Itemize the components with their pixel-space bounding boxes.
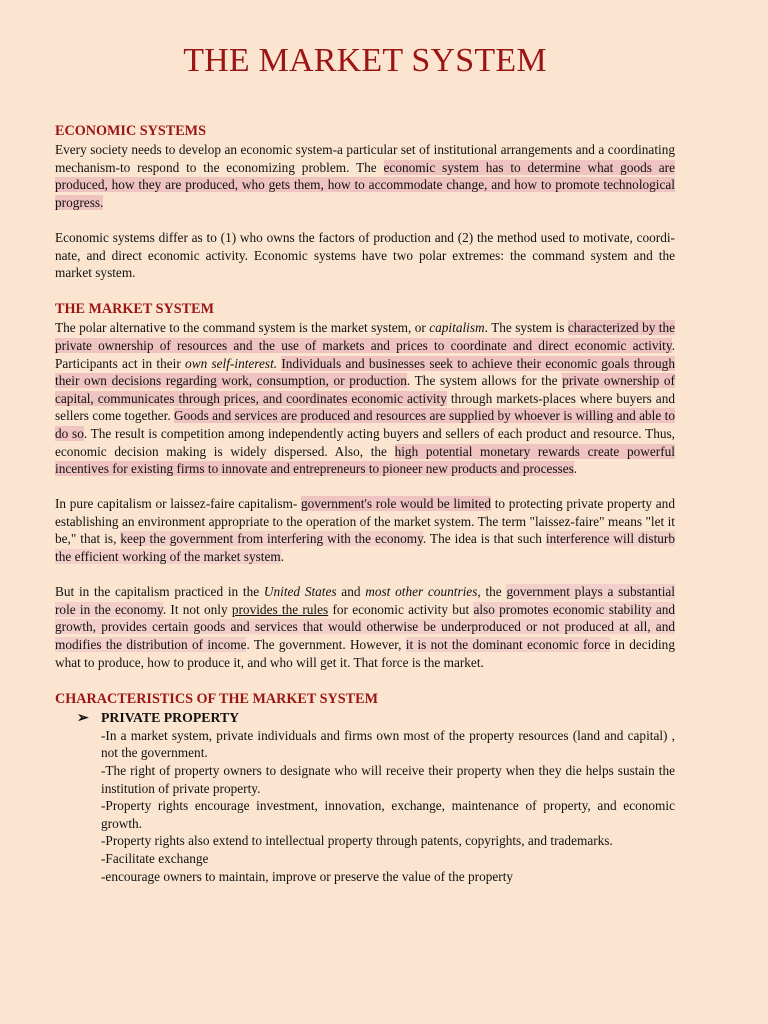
highlight: keep the government from interfering with the economy [120,531,423,547]
section-heading-economic-systems: ECONOMIC SYSTEMS [55,123,206,139]
paragraph-market-system-2 [55,495,675,565]
text-span: . The system allows for the [406,373,563,389]
highlight: it is not the dominant economic force [405,637,611,653]
detail-line: -The right of property owners to designate who will receive their property when they die helps sustain the institution of private property. [101,763,675,796]
bullet-details [55,727,675,885]
text-span: to protecting private property and establishing an environment appropriate to the operation of the market system. The term "laissez-faire" means "let it be," that is, [55,496,675,547]
paragraph-market-system-3 [55,583,675,671]
arrow-bullet-icon: ➢ [77,709,89,725]
text-span: . The result is competition among independently acting buyers and sellers of each product and resource. Thus, economic decision making is widely dispersed. Also, the [55,425,675,459]
highlight: government's role would be limited [300,496,492,512]
text-span: . The system is [484,320,568,336]
highlight: also promotes economic stability and growth, provides certain goods and services that would otherwise be underproduced or not produced at all, and modifies the distribution of income [55,601,676,653]
highlight: interference will disturb the efficient working of the market system [55,531,675,565]
detail-line: -Facilitate exchange [101,850,209,866]
text-span: Every society needs to develop an economic system-a particular set of institutional arrangements and a coordinating mechanism-to respond to the economizing problem. The [55,142,675,175]
emphasis: most other countries [365,584,478,600]
highlight: government plays a substantial role in the economy [55,584,675,617]
detail-line: -Property rights also extend to intellectual property through patents, copyrights, and trademarks. [101,833,613,849]
text-span: and [336,584,366,600]
text-span: through markets-places where buyers and sellers come together. [55,390,676,424]
emphasis: own self-interest. [185,355,278,371]
bullet-title: PRIVATE PROPERTY [101,709,240,725]
paragraph-economic-systems-1 [55,141,675,211]
text-span: . It not only [162,601,232,617]
highlight: characterized by the private ownership of resources and the use of markets and prices to coordinate and direct economic activity [55,320,676,353]
text-span: In pure capitalism or laissez-faire capitalism- [55,496,301,512]
detail-line: -Property rights encourage investment, innovation, exchange, maintenance of property, and economic growth. [101,798,675,831]
underline: provides the rules [231,601,329,617]
section-heading-characteristics: CHARACTERISTICS OF THE MARKET SYSTEM [55,690,378,707]
text-span: . The idea is that such [422,531,546,547]
paragraph-economic-systems-2: Economic systems differ as to (1) who owns the factors of production and (2) the method used to motivate, coordi- nate, and direct economic activity. Economic systems have two polar extremes: the command system and the market system. [55,229,675,281]
highlight: Individuals and businesses seek to achieve their economic goals through their own decisions regarding work, consumption, or production [55,355,675,389]
detail-line: -encourage owners to maintain, improve or preserve the value of the property [101,868,514,884]
text-span: . Participants act in their [55,337,675,371]
section-heading-market-system: THE MARKET SYSTEM [55,301,214,318]
highlight: Goods and services are produced and resources are supplied by whoever is willing and able to do so [55,408,675,441]
text-span: The polar alternative to the command system is the market system, or [55,320,430,336]
highlight: economic system has to determine what goods are produced, how they are produced, who gets them, how to accommodate change, and how to promote technological progress. [55,159,675,210]
text-span: But in the capitalism practiced in the [55,584,264,600]
emphasis: United States [263,584,337,600]
document-body [55,121,675,885]
highlight: private ownership of capital, communicates through prices, and coordinates economic activity [55,373,675,406]
highlight: high potential monetary rewards create powerful incentives for existing firms to innovate and entrepreneurs to pioneer new products and processes [55,443,675,477]
detail-line: -In a market system, private individuals and firms own most of the property resources (land and capital) , not the government. [101,727,675,761]
text-span: for economic activity but [328,601,474,617]
text-span: . [573,461,578,477]
text-span: . The government. However, [246,637,406,653]
paragraph-market-system-1 [55,319,675,477]
bullet-private-property [55,709,675,727]
text-span: . [280,549,285,565]
emphasis: capitalism [429,320,485,336]
text-span: in deciding what to produce, how to produce it, and who will get it. That force is the market. [55,637,675,670]
text-span: , the [477,584,507,600]
page-title: THE MARKET SYSTEM [183,42,547,79]
